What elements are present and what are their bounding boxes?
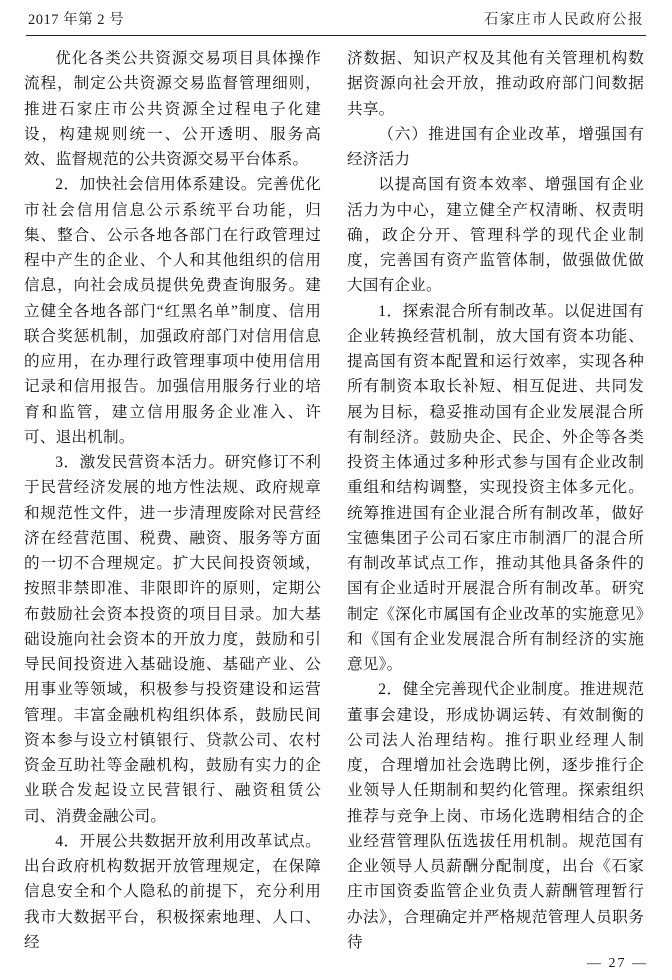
paragraph: 以提高国有资本效率、增强国有企业活力为中心，建立健全产权清晰、权责明确，政企分开、管理科学的现代企业制度，完善国有资产监管体制，做强做优做大国有企业。 [347, 176, 644, 295]
paragraph: 2．健全完善现代企业制度。推进规范董事会建设，形成协调运转、有效制衡的公司法人治理结构。推行职业经理人制度，合理增加社会选聘比例，逐步推行企业领导人任期制和契约化管理。探索组织推荐与竞争上岗、市场化选聘相结合的企业经营管理队伍选拔任用机制。规范国有企业领导人员薪酬分配制度，出台《石家庄市国资委监管企业负责人薪酬管理暂行办法》，合理确定并严格规范管理人员职务待 [347, 681, 644, 951]
paragraph: 2．加快社会信用体系建设。完善优化市社会信用信息公示系统平台功能，归集、整合、公示各地各部门在行政管理过程中产生的企业、个人和其他组织的信用信息，向社会成员提供免费查询服务。建立健全各地各部门“红黑名单”制度、信用联合奖惩机制，加强政府部门对信用信息的应用，在办理行政管理事项中使用信用记录和信用报告。加强信用服务行业的培育和监管，建立信用服务企业准入、许可、退出机制。 [24, 176, 321, 446]
paragraph: 1．探索混合所有制改革。以促进国有企业转换经营机制，放大国有资本功能、提高国有资本配置和运行效率，实现各种所有制资本取长补短、相互促进、共同发展为目标，稳妥推动国有企业发展混合所有制经济。鼓励央企、民企、外企等各类投资主体通过多种形式参与国有企业改制重组和结构调整，实现投资主体多元化。统筹推进国有企业混合所有制改革，做好宝德集团子公司石家庄市制酒厂的混合所有制改革试点工作，推动其他具备条件的国有企业适时开展混合所有制改革。研究制定《深化市属国有企业改革的实施意见》和《国有企业发展混合所有制经济的实施意见》。 [347, 302, 644, 673]
body-columns [24, 46, 648, 951]
header-divider [26, 35, 646, 36]
page-number: — 27 — [587, 956, 648, 971]
section-heading: （六）推进国有企业改革，增强国有经济活力 [347, 125, 644, 168]
paragraph: 4．开展公共数据开放利用改革试点。出台政府机构数据开放管理规定，在保障信息安全和个人隐私的前提下，充分利用我市大数据平台，积极探索地理、人口、经 [24, 832, 321, 951]
column-right [347, 46, 644, 951]
page-header [24, 0, 648, 33]
header-issue-label: 2017 年第 2 号 [28, 12, 125, 28]
paragraph: 优化各类公共资源交易项目具体操作流程，制定公共资源交易监督管理细则，推进石家庄市公共资源全过程电子化建设，构建规则统一、公开透明、服务高效、监督规范的公共资源交易平台体系。 [24, 50, 321, 168]
header-publication-title: 石家庄市人民政府公报 [484, 12, 644, 28]
column-left [24, 46, 321, 951]
page-footer [24, 956, 648, 972]
paragraph: 3．激发民营资本活力。研究修订不利于民营经济发展的地方性法规、政府规章和规范性文件，进一步清理废除对民营经济在经营范围、税费、融资、服务等方面的一切不合理规定。扩大民间投资领域，按照非禁即准、非限即许的原则，定期公布鼓励社会资本投资的项目目录。加大基础设施向社会资本的开放力度，鼓励和引导民间投资进入基础设施、基础产业、公用事业等领域，积极参与投资建设和运营管理。丰富金融机构组织体系，鼓励民间资本参与设立村镇银行、贷款公司、农村资金互助社等金融机构，鼓励有实力的企业联合发起设立民营银行、融资租赁公司、消费金融公司。 [24, 454, 321, 825]
paragraph: 济数据、知识产权及其他有关管理机构数据资源向社会开放，推动政府部门间数据共享。 [347, 50, 644, 118]
